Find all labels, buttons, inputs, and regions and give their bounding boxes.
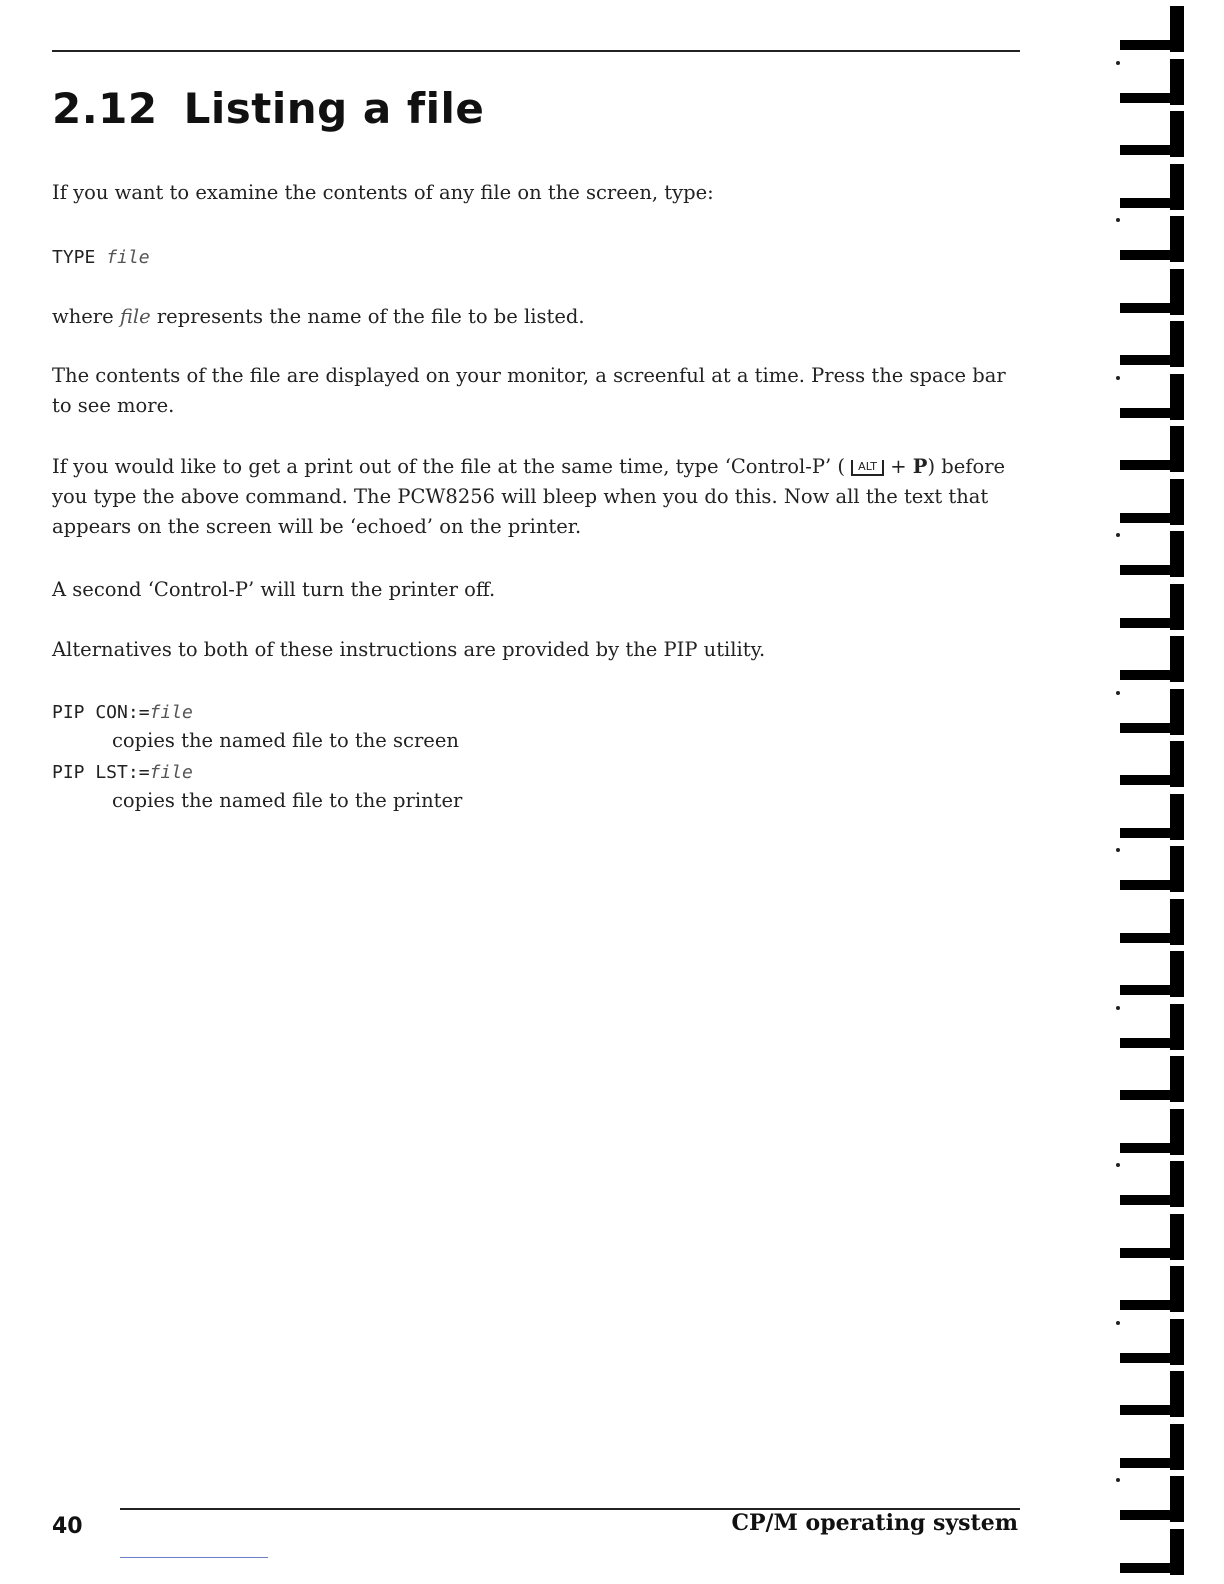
footer-title: CP/M operating system	[731, 1510, 1018, 1536]
type-command-keyword: TYPE	[52, 247, 96, 268]
print-plus: +	[890, 455, 907, 478]
edge-tab	[1112, 210, 1224, 262]
edge-tab	[1112, 158, 1224, 210]
edge-tab	[1112, 53, 1224, 105]
edge-tab	[1112, 1313, 1224, 1365]
edge-tab	[1112, 315, 1224, 367]
edge-tab	[1112, 998, 1224, 1050]
pip-lst-keyword: PIP LST:=	[52, 762, 150, 783]
top-rule	[52, 50, 1020, 52]
type-command-arg: file	[106, 247, 150, 268]
print-letter-key: P	[912, 455, 928, 478]
edge-tab	[1112, 420, 1224, 472]
pip-lst-command	[52, 762, 193, 783]
page-edge-tabs	[1112, 0, 1224, 1584]
pip-con-description: copies the named file to the screen	[112, 729, 459, 752]
alternatives-paragraph: Alternatives to both of these instructions are provided by the PIP utility.	[52, 638, 766, 661]
print-before: If you would like to get a print out of the file at the same time, type ‘Control-P’ (	[52, 455, 845, 478]
where-paragraph	[52, 302, 1022, 332]
type-command	[52, 247, 150, 268]
edge-tab	[1112, 1208, 1224, 1260]
where-after: represents the name of the file to be listed.	[156, 305, 585, 328]
edge-tab	[1112, 735, 1224, 787]
edge-tab	[1112, 630, 1224, 682]
second-paragraph: A second ‘Control-P’ will turn the printer off.	[52, 578, 496, 601]
alt-key-icon: ALT	[851, 460, 884, 476]
edge-tab	[1112, 1103, 1224, 1155]
edge-tab	[1112, 893, 1224, 945]
edge-tab	[1112, 1470, 1224, 1522]
edge-tab	[1112, 945, 1224, 997]
edge-tab	[1112, 525, 1224, 577]
edge-tab	[1112, 683, 1224, 735]
edge-tab	[1112, 1523, 1224, 1575]
pip-con-keyword: PIP CON:=	[52, 702, 150, 723]
pip-con-command	[52, 702, 193, 723]
edge-tab	[1112, 0, 1224, 52]
edge-tab	[1112, 1155, 1224, 1207]
edge-tab	[1112, 578, 1224, 630]
print-after: ) before you type the above command. The PCW8256 will bleep when you do this. Now all the text that appears on the screen will be ‘echoed’ on the printer.	[52, 455, 1006, 538]
section-number: 2.12	[52, 84, 158, 133]
section-heading	[52, 84, 484, 133]
pip-lst-arg: file	[149, 762, 193, 783]
edge-tab	[1112, 840, 1224, 892]
print-paragraph	[52, 452, 1022, 542]
edge-tab	[1112, 105, 1224, 157]
edge-tab	[1112, 1418, 1224, 1470]
page-number: 40	[52, 1514, 83, 1539]
pip-con-arg: file	[149, 702, 193, 723]
footer-accent-rule	[120, 1557, 268, 1558]
display-paragraph: The contents of the file are displayed on your monitor, a screenful at a time. Press the space bar to see more.	[52, 364, 1006, 417]
edge-tab	[1112, 368, 1224, 420]
where-before: where	[52, 305, 114, 328]
where-arg: file	[119, 305, 151, 328]
edge-tab	[1112, 788, 1224, 840]
edge-tab	[1112, 1365, 1224, 1417]
pip-lst-description: copies the named file to the printer	[112, 789, 463, 812]
edge-tab	[1112, 473, 1224, 525]
edge-tab	[1112, 1050, 1224, 1102]
edge-tab	[1112, 1260, 1224, 1312]
intro-paragraph: If you want to examine the contents of any file on the screen, type:	[52, 181, 714, 204]
section-title: Listing a file	[183, 84, 485, 133]
edge-tab	[1112, 263, 1224, 315]
